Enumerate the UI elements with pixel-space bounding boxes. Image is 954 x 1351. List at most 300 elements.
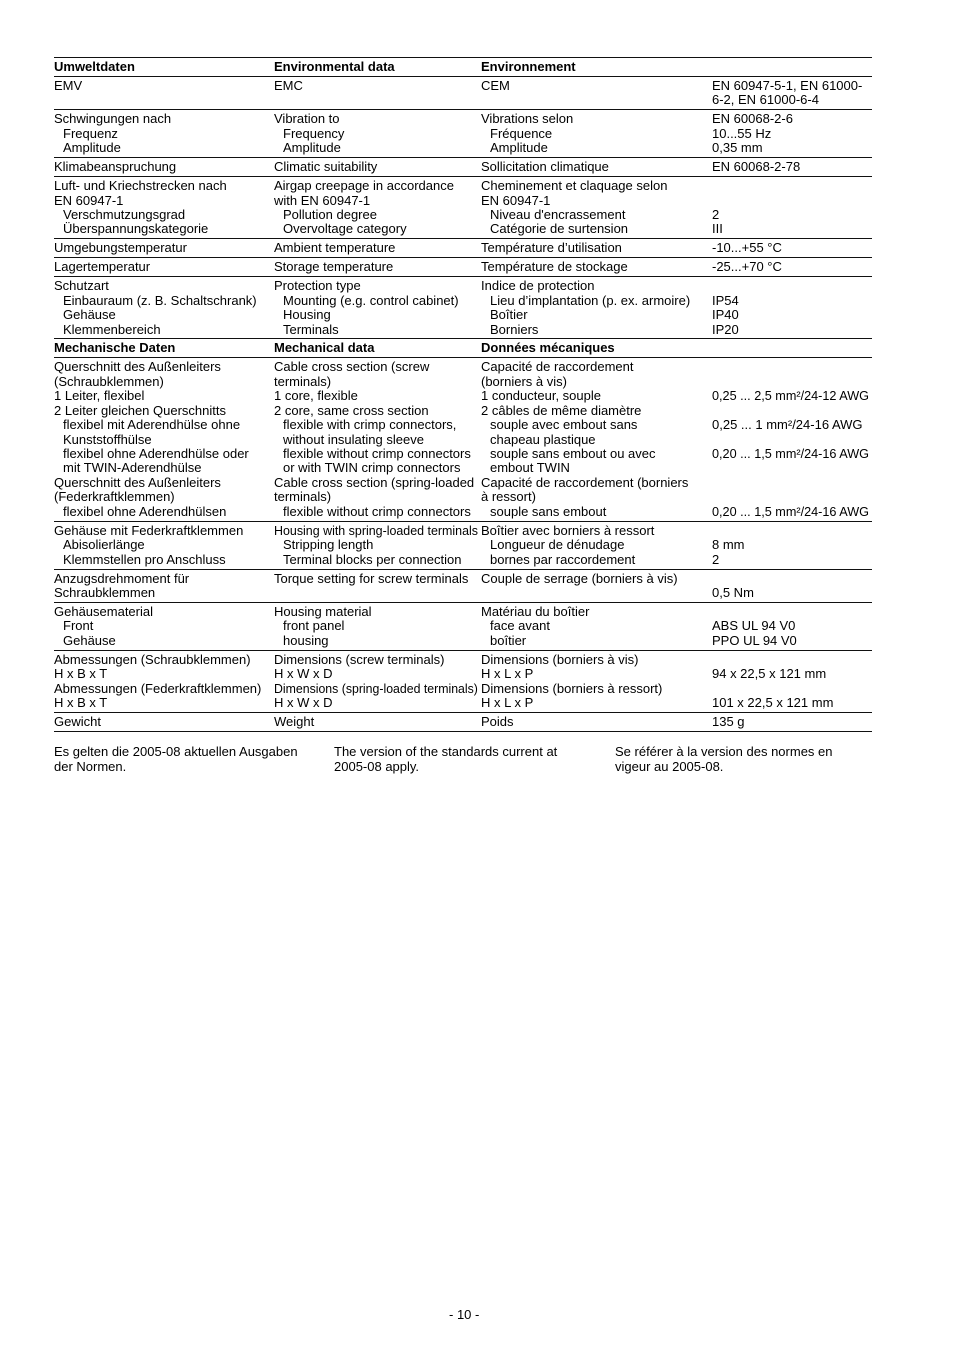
cell-german [54, 341, 274, 355]
cell-text: Environnement [481, 59, 576, 74]
cell-text: terminals) [274, 489, 332, 505]
cell-value [712, 524, 872, 538]
cell-english [274, 389, 481, 403]
table-line [54, 490, 872, 504]
table-line [54, 619, 872, 633]
cell-text: Mechanische Daten [54, 340, 176, 356]
cell-text: Verschmutzungsgrad [63, 206, 186, 222]
cell-value [712, 433, 872, 447]
cell-value [712, 572, 872, 586]
cell-text: Abisolierlänge [63, 537, 145, 553]
cell-text: 8 mm [712, 537, 745, 553]
cell-value [712, 179, 872, 193]
cell-text: Vibrations selon [481, 111, 574, 127]
cell-french [481, 179, 712, 193]
standards-note-french [615, 744, 872, 774]
cell-text: 2 câbles de même diamètre [481, 402, 642, 418]
cell-value [712, 418, 872, 432]
cell-english [274, 418, 481, 432]
cell-text: H x L x P [481, 695, 534, 710]
cell-text: Gehäusematerial [54, 603, 153, 619]
cell-value [712, 222, 872, 236]
cell-text: boîtier [490, 632, 527, 648]
cell-text: Airgap creepage in accordance [274, 178, 454, 194]
cell-text: front panel [283, 618, 345, 634]
cell-value [712, 715, 872, 729]
cell-text: 0,25 ... 1 mm²/24-16 AWG [712, 417, 863, 433]
cell-text: Kunststoffhülse [63, 431, 152, 447]
cell-text: Boîtier [490, 307, 528, 323]
cell-value [712, 586, 872, 600]
cell-german [54, 127, 274, 141]
cell-text: 0,25 ... 2,5 mm²/24-12 AWG [712, 388, 870, 404]
section-header-row [54, 58, 872, 77]
cell-text: Luft- und Kriechstrecken nach [54, 178, 227, 194]
cell-text: 101 x 22,5 x 121 mm [712, 695, 834, 710]
table-line [54, 418, 872, 432]
cell-text: Terminal blocks per connection [283, 551, 462, 567]
cell-german [54, 553, 274, 567]
cell-english [274, 461, 481, 475]
table-line [54, 476, 872, 490]
table-line [54, 447, 872, 461]
cell-value [712, 696, 872, 710]
cell-text: EN 60947-1 [481, 192, 551, 208]
cell-value [712, 260, 872, 274]
cell-text: Amplitude [490, 140, 548, 156]
cell-english [274, 634, 481, 648]
note-line: Se référer à la version des normes en [615, 743, 833, 759]
cell-text: Gewicht [54, 713, 101, 729]
cell-french [481, 634, 712, 648]
cell-text: EN 60068-2-78 [712, 159, 801, 175]
cell-value [712, 360, 872, 374]
cell-text: or with TWIN crimp connectors [283, 460, 461, 476]
cell-text: flexible with crimp connectors, [283, 417, 457, 433]
cell-german [54, 79, 274, 93]
cell-value [712, 653, 872, 667]
cell-text: Fréquence [490, 125, 553, 141]
cell-value [712, 294, 872, 308]
cell-french [481, 404, 712, 418]
cell-text: Données mécaniques [481, 340, 615, 356]
cell-german [54, 619, 274, 633]
cell-english [274, 194, 481, 208]
note-line: The version of the standards current at [334, 743, 558, 759]
section-header-row [54, 339, 872, 358]
cell-german [54, 634, 274, 648]
cell-value [712, 127, 872, 141]
cell-french [481, 60, 712, 74]
cell-french [481, 112, 712, 126]
cell-french [481, 323, 712, 337]
cell-german [54, 60, 274, 74]
cell-german [54, 447, 274, 461]
cell-text: Anzugsdrehmoment für [54, 570, 190, 586]
cell-text: Amplitude [63, 140, 121, 156]
cell-german [54, 418, 274, 432]
cell-english [274, 241, 481, 255]
cell-text: Klemmstellen pro Anschluss [63, 551, 226, 567]
cell-text: -10...+55 °C [712, 240, 782, 256]
cell-value [712, 634, 872, 648]
cell-german [54, 696, 274, 710]
cell-text: 1 Leiter, flexibel [54, 388, 145, 404]
cell-text: Querschnitt des Außenleiters [54, 359, 221, 375]
cell-text: flexibel ohne Aderendhülsen [63, 503, 227, 519]
cell-text: Dimensions (screw terminals) [274, 651, 445, 667]
cell-french [481, 667, 712, 681]
cell-text: 0,20 ... 1,5 mm²/24-16 AWG [712, 503, 870, 519]
cell-english [274, 279, 481, 293]
cell-german [54, 208, 274, 222]
cell-german [54, 490, 274, 504]
table-line [54, 294, 872, 308]
cell-text: Gehäuse mit Federkraftklemmen [54, 522, 244, 538]
cell-value [712, 505, 872, 519]
cell-french [481, 461, 712, 475]
cell-text: Mounting (e.g. control cabinet) [283, 292, 459, 308]
cell-french [481, 619, 712, 633]
table-line [54, 682, 872, 696]
cell-value [712, 682, 872, 696]
cell-text: Cable cross section (spring-loaded [274, 474, 475, 490]
cell-text: Boîtier avec borniers à ressort [481, 522, 655, 538]
cell-english [274, 653, 481, 667]
cell-text: PPO UL 94 V0 [712, 632, 797, 648]
cell-english [274, 476, 481, 490]
cell-text: souple sans embout ou avec [490, 446, 656, 461]
cell-text: Schutzart [54, 278, 109, 294]
cell-german [54, 682, 274, 696]
cell-french [481, 279, 712, 293]
table-line [54, 634, 872, 648]
cell-text: Lieu d’implantation (p. ex. armoire) [490, 292, 691, 308]
cell-text: Pollution degree [283, 206, 377, 222]
cell-german [54, 194, 274, 208]
cell-text: embout TWIN [490, 460, 570, 476]
table-line [54, 323, 872, 337]
cell-text: (borniers à vis) [481, 373, 567, 389]
cell-english [274, 586, 481, 600]
cell-french [481, 208, 712, 222]
cell-english [274, 715, 481, 729]
cell-text: Torque setting for screw terminals [274, 570, 469, 586]
cell-german [54, 715, 274, 729]
standards-notes [54, 744, 872, 774]
cell-text: face avant [490, 618, 550, 634]
cell-value [712, 553, 872, 567]
cell-text: Cheminement et claquage selon [481, 178, 668, 194]
cell-text: flexible without crimp connectors [283, 503, 471, 519]
cell-text: H x W x D [274, 666, 333, 682]
table-line [54, 308, 872, 322]
cell-text: mit TWIN-Aderendhülse [63, 460, 202, 476]
cell-french [481, 341, 712, 355]
cell-value [712, 308, 872, 322]
technical-data-table [54, 57, 872, 732]
cell-french [481, 360, 712, 374]
cell-french [481, 389, 712, 403]
cell-english [274, 572, 481, 586]
table-row [54, 277, 872, 339]
cell-text: Front [63, 618, 94, 634]
cell-text: Poids [481, 713, 514, 729]
cell-text: III [712, 221, 723, 237]
cell-text: ABS UL 94 V0 [712, 618, 796, 634]
cell-german [54, 241, 274, 255]
table-line [54, 653, 872, 667]
cell-german [54, 179, 274, 193]
cell-text: with EN 60947-1 [274, 192, 371, 208]
cell-french [481, 553, 712, 567]
cell-text: Terminals [283, 321, 339, 337]
cell-german [54, 586, 274, 600]
table-line [54, 79, 872, 93]
cell-text: Abmessungen (Schraubklemmen) [54, 651, 251, 667]
cell-text: 2 core, same cross section [274, 402, 429, 418]
cell-value [712, 194, 872, 208]
cell-german [54, 404, 274, 418]
table-row [54, 358, 872, 521]
table-line [54, 715, 872, 729]
cell-german [54, 375, 274, 389]
table-line [54, 505, 872, 519]
cell-text: Frequenz [63, 125, 118, 141]
cell-text: souple sans embout [490, 503, 607, 519]
cell-text: 135 g [712, 713, 745, 729]
cell-text: (Schraubklemmen) [54, 373, 164, 389]
cell-text: Matériau du boîtier [481, 603, 590, 619]
cell-text: Housing with spring-loaded terminals [274, 522, 479, 538]
note-line: Es gelten die 2005-08 aktuellen Ausgaben [54, 743, 298, 759]
cell-text: (Federkraftklemmen) [54, 489, 175, 505]
table-line [54, 433, 872, 447]
cell-text: Abmessungen (Federkraftklemmen) [54, 680, 262, 696]
cell-english [274, 60, 481, 74]
cell-english [274, 93, 481, 107]
cell-french [481, 433, 712, 447]
cell-text: souple avec embout sans [490, 417, 638, 433]
table-row [54, 110, 872, 158]
cell-english [274, 538, 481, 552]
table-line [54, 60, 872, 74]
cell-german [54, 279, 274, 293]
cell-value [712, 447, 872, 461]
cell-value [712, 619, 872, 633]
cell-french [481, 605, 712, 619]
cell-french [481, 696, 712, 710]
standards-note-german [54, 744, 334, 774]
cell-english [274, 179, 481, 193]
cell-value [712, 404, 872, 418]
cell-french [481, 260, 712, 274]
cell-text: Overvoltage category [283, 221, 407, 237]
cell-text: Indice de protection [481, 278, 595, 294]
note-line: 2005-08 apply. [334, 758, 420, 774]
cell-english [274, 112, 481, 126]
cell-text: Gehäuse [63, 632, 116, 648]
cell-text: Klimabeanspruchung [54, 159, 177, 175]
table-line [54, 141, 872, 155]
cell-text: Umgebungstemperatur [54, 240, 187, 256]
cell-german [54, 260, 274, 274]
cell-german [54, 572, 274, 586]
cell-text: Weight [274, 713, 315, 729]
cell-value [712, 667, 872, 681]
cell-german [54, 360, 274, 374]
cell-value [712, 112, 872, 126]
cell-french [481, 490, 712, 504]
cell-english [274, 605, 481, 619]
cell-text: Borniers [490, 321, 539, 337]
cell-value [712, 79, 872, 93]
table-line [54, 404, 872, 418]
cell-text: EN 60947-5-1, EN 61000- [712, 77, 863, 93]
cell-english [274, 308, 481, 322]
cell-french [481, 524, 712, 538]
cell-german [54, 294, 274, 308]
cell-french [481, 127, 712, 141]
note-line: vigeur au 2005-08. [615, 758, 724, 774]
cell-text: Einbauraum (z. B. Schaltschrank) [63, 292, 257, 308]
cell-text: Ambient temperature [274, 240, 396, 256]
cell-text: Température de stockage [481, 259, 628, 275]
cell-english [274, 619, 481, 633]
cell-english [274, 433, 481, 447]
cell-english [274, 79, 481, 93]
cell-text: Housing [283, 307, 331, 323]
cell-english [274, 505, 481, 519]
table-line [54, 194, 872, 208]
cell-english [274, 260, 481, 274]
cell-text: 0,20 ... 1,5 mm²/24-16 AWG [712, 446, 870, 461]
cell-text: Stripping length [283, 537, 374, 553]
cell-value [712, 389, 872, 403]
table-line [54, 260, 872, 274]
cell-german [54, 141, 274, 155]
table-line [54, 538, 872, 552]
table-line [54, 696, 872, 710]
cell-english [274, 375, 481, 389]
table-line [54, 553, 872, 567]
cell-value [712, 605, 872, 619]
cell-english [274, 682, 481, 696]
cell-text: housing [283, 632, 329, 648]
cell-english [274, 127, 481, 141]
cell-value [712, 538, 872, 552]
cell-text: IP54 [712, 292, 739, 308]
note-line: der Normen. [54, 758, 127, 774]
cell-value [712, 490, 872, 504]
cell-text: Klemmenbereich [63, 321, 161, 337]
table-line [54, 241, 872, 255]
cell-text: chapeau plastique [490, 431, 596, 447]
cell-english [274, 323, 481, 337]
cell-german [54, 308, 274, 322]
cell-text: Température d’utilisation [481, 240, 622, 256]
cell-value [712, 323, 872, 337]
cell-text: Longueur de dénudage [490, 537, 625, 553]
cell-text: Dimensions (borniers à ressort) [481, 680, 663, 696]
cell-french [481, 505, 712, 519]
table-line [54, 667, 872, 681]
cell-text: without insulating sleeve [283, 431, 424, 447]
cell-german [54, 524, 274, 538]
table-line [54, 222, 872, 236]
table-line [54, 179, 872, 193]
cell-english [274, 160, 481, 174]
cell-english [274, 141, 481, 155]
table-row [54, 77, 872, 110]
cell-german [54, 112, 274, 126]
cell-value [712, 60, 872, 74]
cell-german [54, 433, 274, 447]
cell-german [54, 653, 274, 667]
cell-text: Dimensions (borniers à vis) [481, 651, 639, 667]
cell-text: EMC [274, 77, 303, 93]
cell-french [481, 194, 712, 208]
cell-french [481, 715, 712, 729]
cell-german [54, 461, 274, 475]
cell-french [481, 586, 712, 600]
cell-english [274, 696, 481, 710]
cell-text: 0,35 mm [712, 140, 763, 156]
cell-text: H x B x T [54, 666, 108, 682]
table-line [54, 160, 872, 174]
standards-note-english [334, 744, 615, 774]
cell-value [712, 279, 872, 293]
cell-text: 6-2, EN 61000-6-4 [712, 92, 819, 108]
cell-french [481, 141, 712, 155]
cell-text: H x W x D [274, 695, 333, 710]
cell-french [481, 572, 712, 586]
cell-text: 2 [712, 551, 720, 567]
cell-text: Dimensions (spring-loaded terminals) [274, 680, 478, 696]
cell-text: Umweltdaten [54, 59, 135, 74]
cell-french [481, 682, 712, 696]
cell-german [54, 323, 274, 337]
table-line [54, 461, 872, 475]
cell-french [481, 418, 712, 432]
table-row [54, 239, 872, 258]
table-row [54, 603, 872, 651]
table-row [54, 158, 872, 177]
cell-text: Housing material [274, 603, 372, 619]
cell-text: Gehäuse [63, 307, 116, 323]
cell-french [481, 294, 712, 308]
cell-value [712, 241, 872, 255]
cell-text: Querschnitt des Außenleiters [54, 474, 221, 490]
cell-text: Catégorie de surtension [490, 221, 629, 237]
table-line [54, 605, 872, 619]
cell-english [274, 360, 481, 374]
cell-french [481, 93, 712, 107]
cell-english [274, 553, 481, 567]
cell-text: à ressort) [481, 489, 536, 505]
cell-text: -25...+70 °C [712, 259, 782, 275]
cell-english [274, 490, 481, 504]
table-row [54, 177, 872, 239]
cell-text: EN 60947-1 [54, 192, 124, 208]
table-row [54, 651, 872, 713]
table-row [54, 522, 872, 570]
cell-english [274, 294, 481, 308]
table-row [54, 713, 872, 732]
cell-text: Lagertemperatur [54, 259, 151, 275]
cell-text: Capacité de raccordement (borniers [481, 474, 689, 490]
cell-text: 2 [712, 206, 720, 222]
